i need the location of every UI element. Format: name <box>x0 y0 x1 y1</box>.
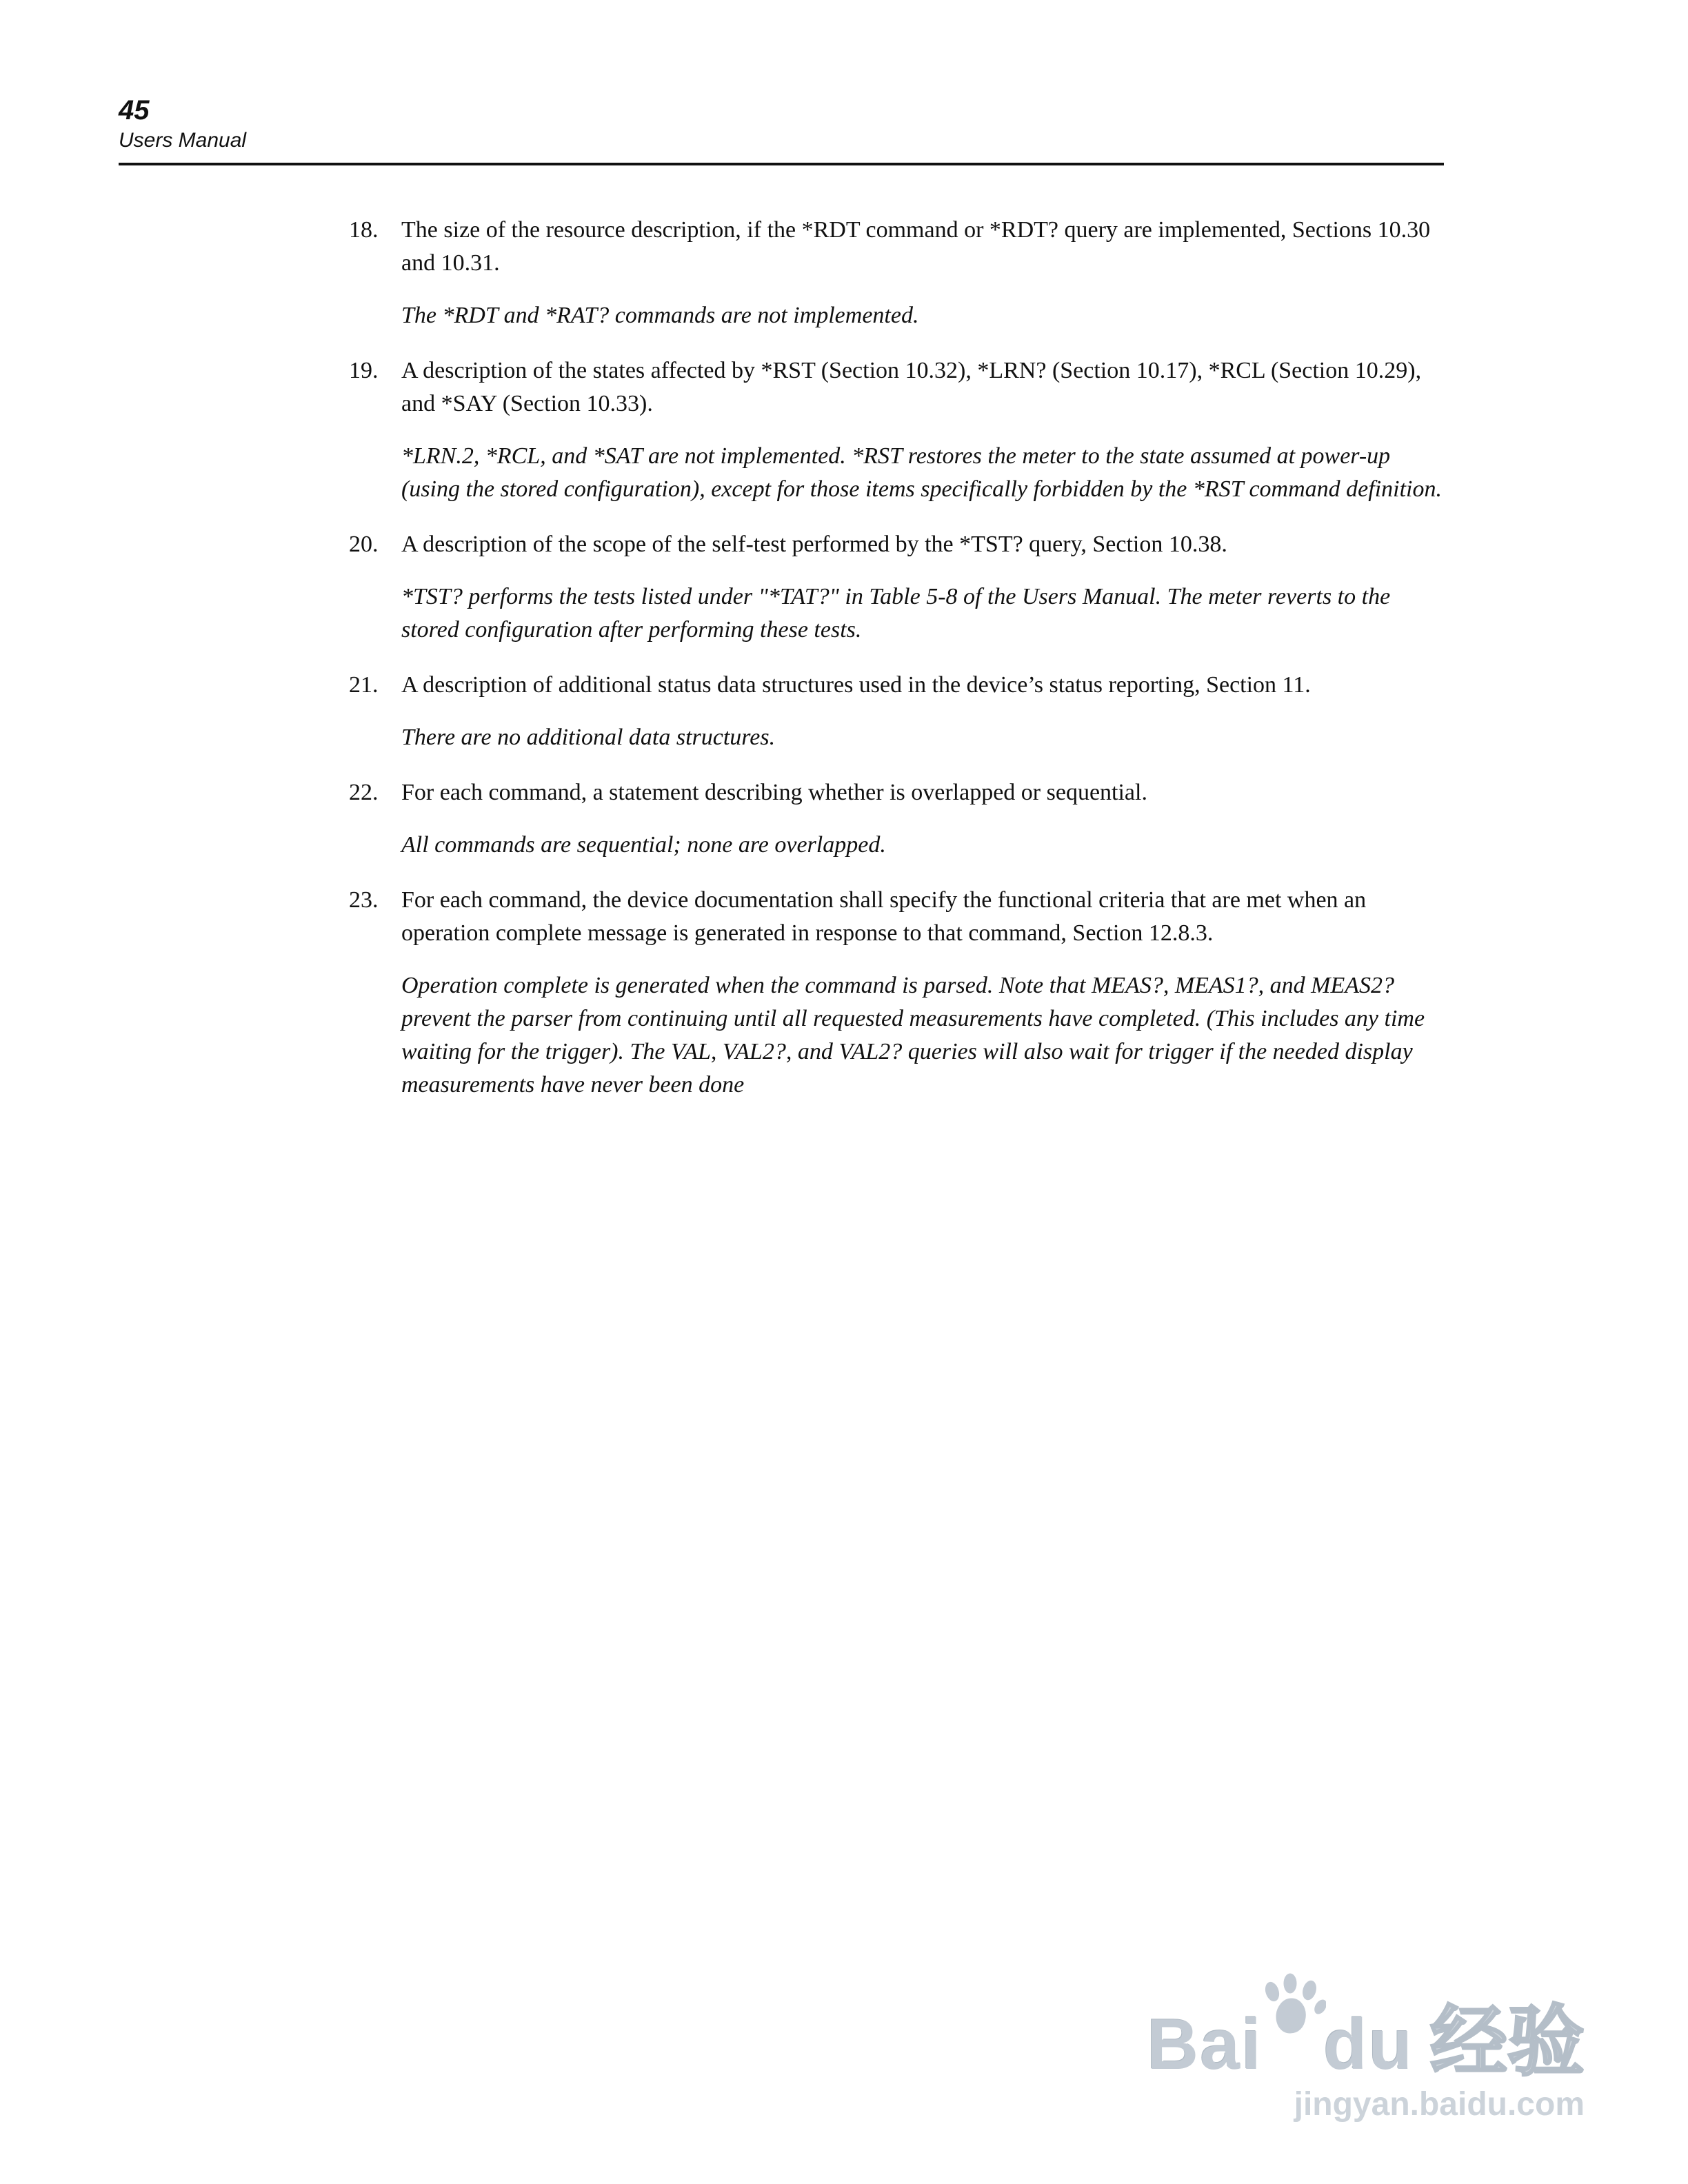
manual-subtitle: Users Manual <box>119 129 247 152</box>
page-header <box>119 95 1444 165</box>
watermark <box>1147 1971 1585 2125</box>
list-item <box>349 669 1445 754</box>
item-response: There are no additional data structures. <box>401 725 776 750</box>
list-item <box>349 884 1445 1102</box>
item-text: A description of additional status data structures used in the device’s status reporting, Section 11. <box>401 672 1311 698</box>
list-item <box>349 776 1445 862</box>
list-item <box>349 354 1445 506</box>
item-number: 22. <box>349 780 379 805</box>
item-number: 20. <box>349 532 379 557</box>
item-response: The *RDT and *RAT? commands are not implemented. <box>401 303 919 328</box>
item-text: For each command, the device documentation shall specify the functional criteria that are met when an operation complete message is generated in response to that command, Section 12.8.3. <box>401 887 1367 946</box>
item-number: 23. <box>349 887 379 913</box>
item-text: A description of the scope of the self-test performed by the *TST? query, Section 10.38. <box>401 532 1227 557</box>
item-number: 18. <box>349 217 379 243</box>
item-number: 19. <box>349 358 379 383</box>
item-response: Operation complete is generated when the command is parsed. Note that MEAS?, MEAS1?, and MEAS2? prevent the parser from continuing until all requested measurements have completed. (This includes any time waiting for the trigger). The VAL, VAL2?, and VAL2? queries will also wait for trigger if the needed display measurements have never been done <box>401 973 1425 1098</box>
item-text: For each command, a statement describing whether is overlapped or sequential. <box>401 780 1147 805</box>
watermark-url: jingyan.baidu.com <box>1294 2086 1585 2123</box>
numbered-list <box>349 214 1445 1124</box>
page-number: 45 <box>119 95 150 125</box>
list-item <box>349 528 1445 647</box>
list-item <box>349 214 1445 332</box>
baidu-logo-text-right: du <box>1323 2005 1414 2085</box>
watermark-suffix-cjk: 经验 <box>1430 1999 1585 2085</box>
baidu-logo-text-left: Bai <box>1147 2005 1263 2085</box>
baidu-logo <box>1147 1971 1585 2085</box>
item-response: All commands are sequential; none are overlapped. <box>401 832 886 858</box>
item-number: 21. <box>349 672 379 698</box>
header-divider <box>119 163 1444 165</box>
item-text: A description of the states affected by *RST (Section 10.32), *LRN? (Section 10.17), *RCL (Section 10.29), and *SAY (Section 10.33). <box>401 358 1422 416</box>
item-response: *TST? performs the tests listed under "*TAT?" in Table 5-8 of the Users Manual. The meter reverts to the stored configuration after performing these tests. <box>401 584 1391 643</box>
item-response: *LRN.2, *RCL, and *SAT are not implemented. *RST restores the meter to the state assumed at power-up (using the stored configuration), except for those items specifically forbidden by the *RST command definition. <box>401 443 1442 502</box>
item-text: The size of the resource description, if the *RDT command or *RDT? query are implemented, Sections 10.30 and 10.31. <box>401 217 1431 276</box>
paw-icon <box>1257 1971 1326 2041</box>
